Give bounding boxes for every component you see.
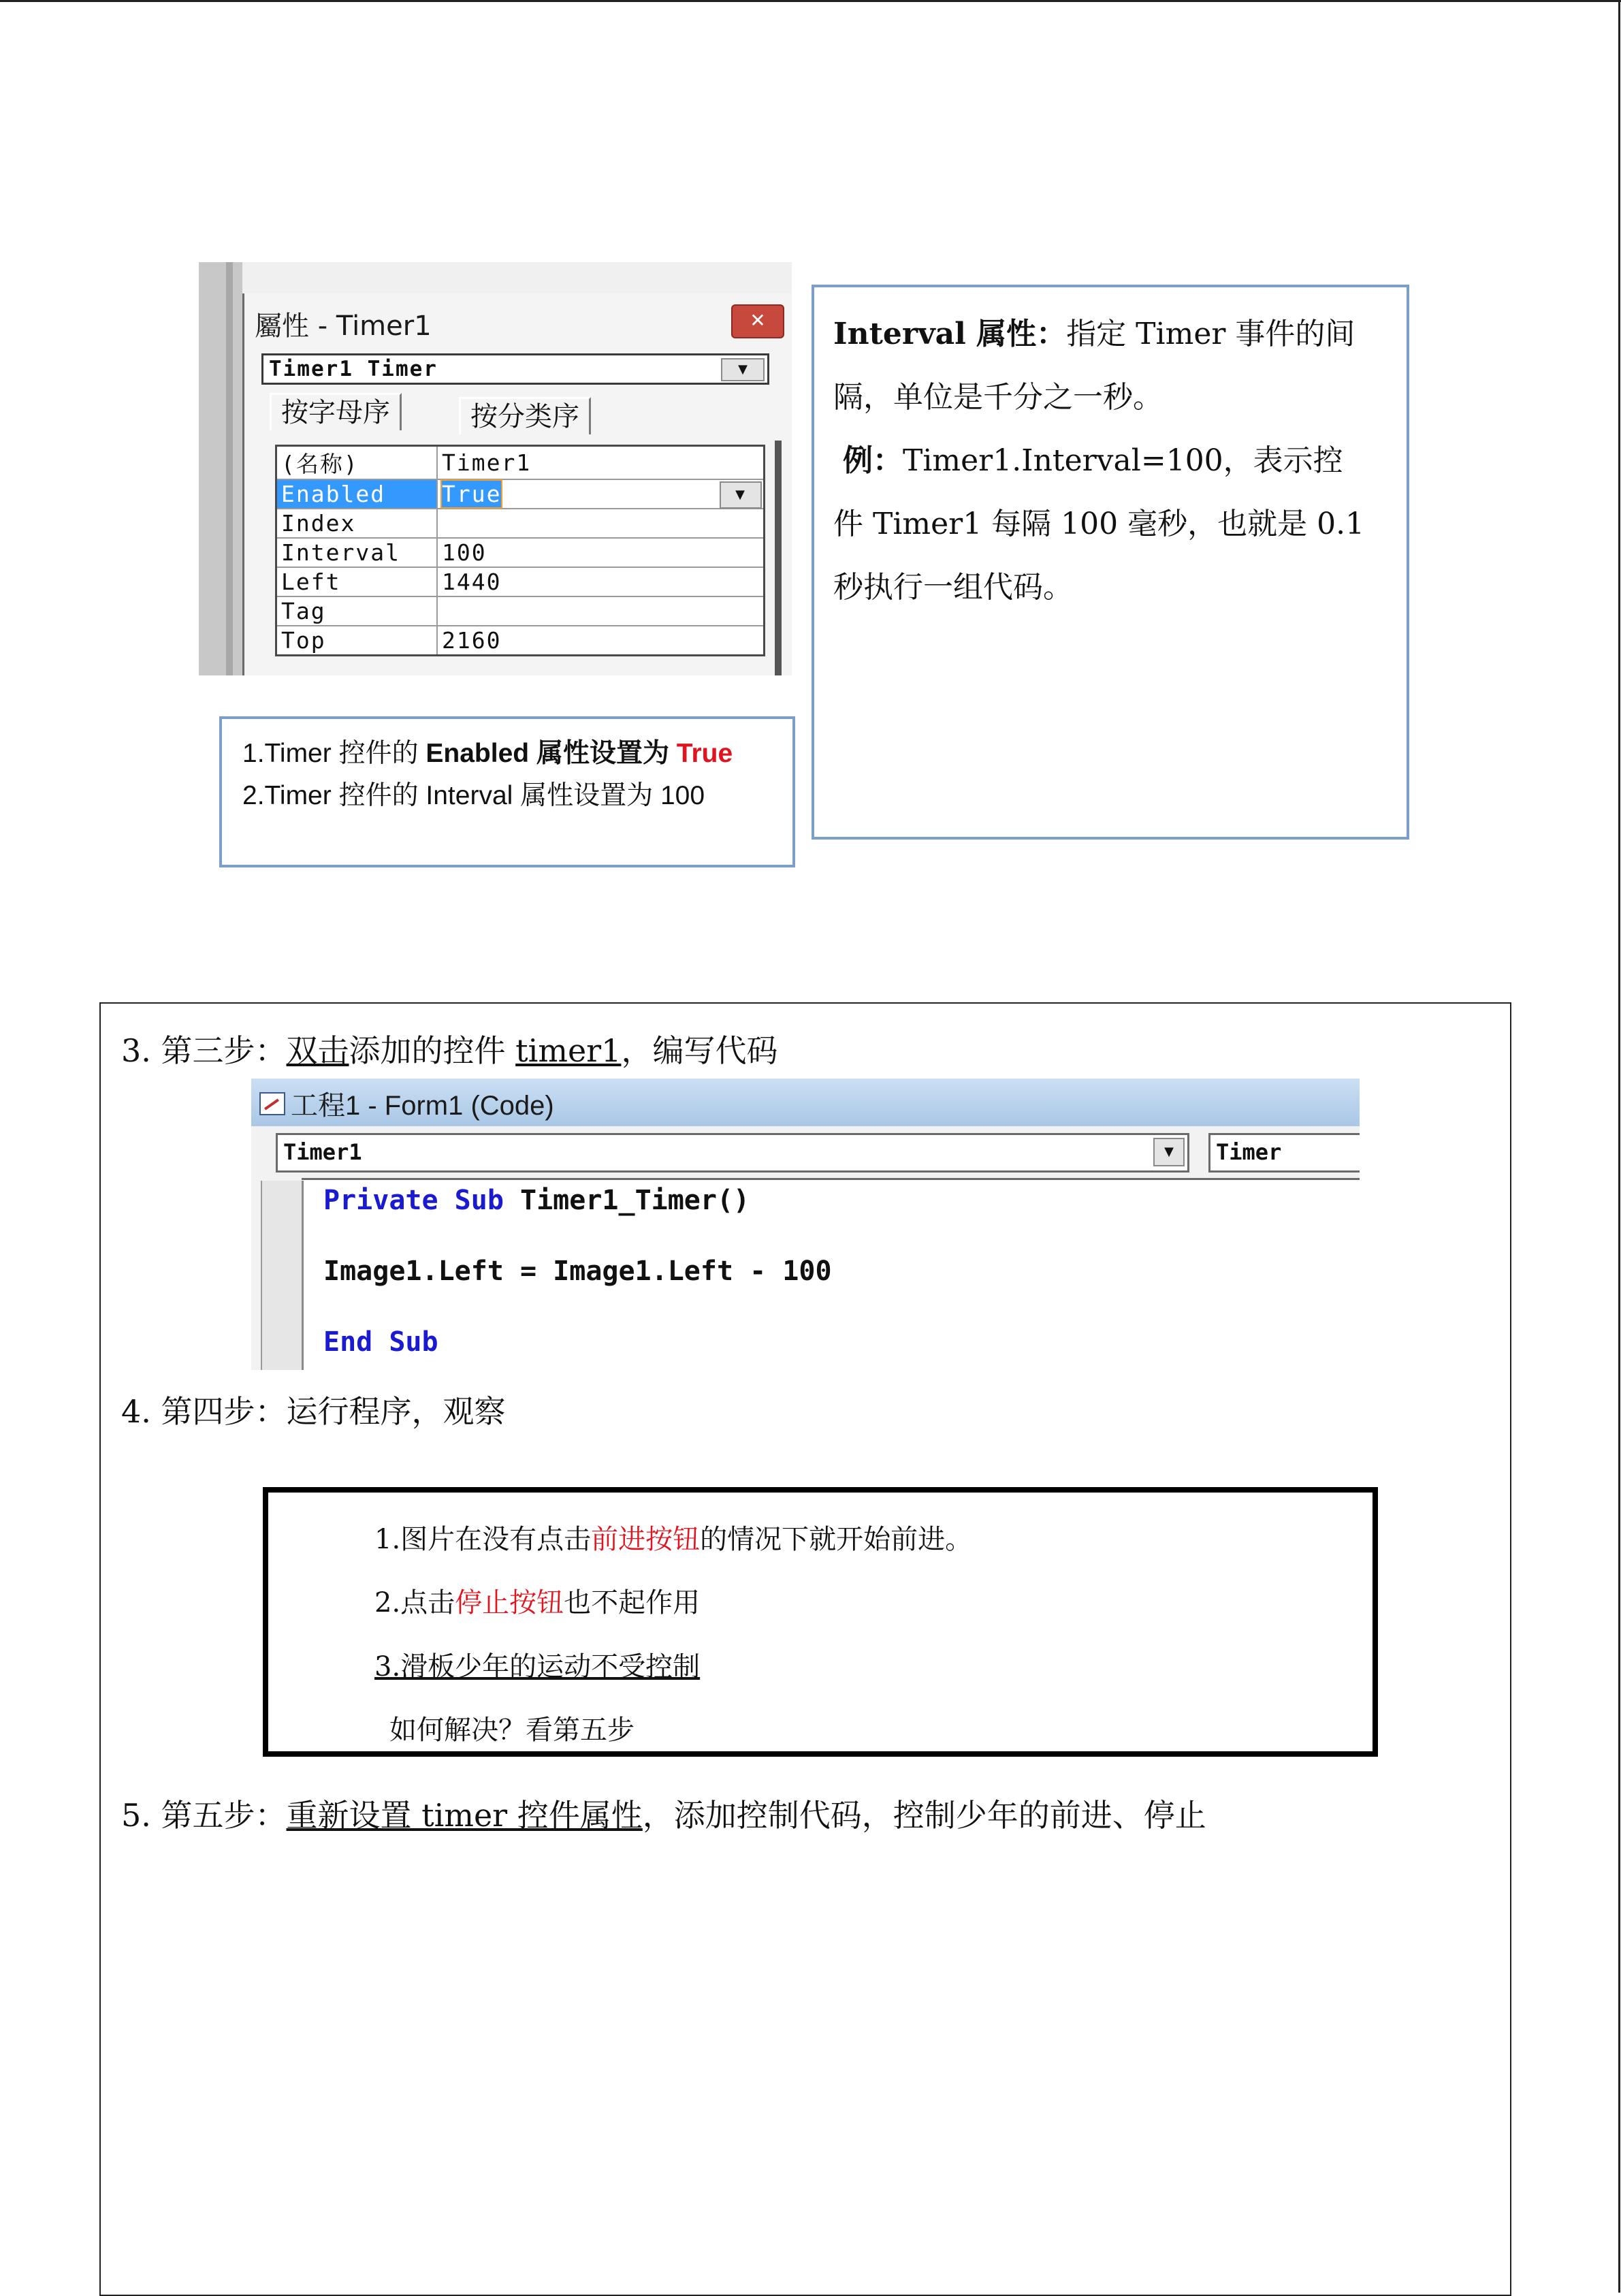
step-3-control-name: timer1 (515, 1032, 622, 1069)
right-border (1618, 0, 1620, 2293)
code-line (323, 1326, 438, 1358)
observation-text: 的情况下就开始前进。 (700, 1524, 973, 1555)
observation-highlight: 停止按钮 (455, 1587, 564, 1619)
property-key: Tag (276, 596, 438, 626)
observation-text: 2.点击 (374, 1587, 455, 1619)
object-dropdown-value: Timer1 (283, 1139, 362, 1165)
chevron-down-icon[interactable]: ▼ (1153, 1138, 1185, 1166)
code-keyword: Private Sub (323, 1185, 504, 1216)
properties-window-left-edge (199, 262, 244, 675)
example-text: Timer1.Interval=100，表示控 (903, 443, 1343, 478)
step-4-heading: 4. 第四步：运行程序，观察 (121, 1393, 506, 1430)
close-button[interactable]: ✕ (731, 304, 784, 338)
observation-question: 如何解决？看第五步 (389, 1715, 635, 1746)
property-key: (名称) (276, 446, 438, 480)
step-3-prefix: 3. 第三步： (121, 1032, 287, 1069)
observation-3: 3.滑板少年的运动不受控制 (374, 1651, 701, 1683)
procedure-dropdown[interactable] (1208, 1133, 1360, 1173)
step-5-prefix: 5. 第五步： (121, 1797, 287, 1834)
property-row-selected[interactable] (276, 479, 765, 509)
step-5-suffix: ，添加控制代码，控制少年的前进、停止 (642, 1797, 1206, 1834)
code-line: Image1.Left = Image1.Left - 100 (323, 1256, 832, 1287)
example-label: 例： (843, 443, 903, 478)
property-value[interactable]: Timer1 (437, 446, 765, 480)
code-gutter (261, 1181, 304, 1370)
code-line (323, 1185, 750, 1216)
tab-alphabetic[interactable]: 按字母序 (270, 393, 402, 430)
code-text: Timer1_Timer() (503, 1185, 750, 1216)
code-keyword: End Sub (323, 1326, 438, 1358)
property-value[interactable]: 1440 (437, 567, 765, 596)
property-value-text[interactable]: True (442, 481, 502, 507)
note-highlight: True (676, 739, 733, 768)
note-line-1 (242, 733, 772, 775)
note-text: 1.Timer 控件的 (242, 739, 426, 768)
property-key: Left (276, 567, 438, 596)
observation-highlight: 前进按钮 (591, 1524, 701, 1555)
property-grid (275, 445, 765, 656)
property-value[interactable] (437, 596, 765, 626)
step-5-heading (121, 1791, 1206, 1836)
property-row[interactable] (276, 596, 765, 626)
top-border (0, 0, 1621, 2)
note-bold-text: Enabled 属性设置为 (426, 739, 677, 768)
object-selector[interactable] (261, 353, 769, 385)
interval-line-1 (833, 302, 1387, 366)
observation-1 (374, 1518, 972, 1557)
observation-text: 也不起作用 (564, 1587, 701, 1619)
interval-line-4: 件 Timer1 每隔 100 毫秒，也就是 0.1 (833, 507, 1365, 541)
step-3-double-click: 双击 (286, 1032, 349, 1069)
property-row[interactable] (276, 446, 765, 480)
property-row[interactable] (276, 509, 765, 538)
property-row[interactable] (276, 567, 765, 596)
property-value[interactable]: 100 (437, 538, 765, 567)
chevron-down-icon[interactable]: ▼ (720, 481, 762, 509)
step-3-middle: 添加的控件 (349, 1032, 516, 1069)
note-line-2: 2.Timer 控件的 Interval 属性设置为 100 (242, 781, 705, 810)
property-value[interactable]: 2160 (437, 626, 765, 656)
object-selector-value: Timer1 Timer (269, 357, 438, 381)
interval-text: 指定 Timer 事件的间 (1066, 317, 1355, 351)
interval-line-3 (833, 429, 1387, 492)
property-key: Interval (276, 538, 438, 567)
property-key: Top (276, 626, 438, 656)
property-row[interactable] (276, 626, 765, 656)
step-5-underlined: 重新设置 timer 控件属性 (286, 1797, 643, 1834)
step-3-suffix: ，编写代码 (621, 1032, 778, 1069)
procedure-dropdown-value: Timer (1216, 1139, 1282, 1165)
object-dropdown[interactable] (276, 1133, 1189, 1173)
code-window-titlebar (251, 1079, 1360, 1126)
interval-explanation-box (812, 285, 1409, 840)
tab-categorized[interactable]: 按分类序 (459, 397, 591, 434)
code-window-title: 工程1 - Form1 (Code) (291, 1091, 554, 1121)
interval-heading: Interval 属性： (833, 317, 1067, 351)
property-value[interactable] (437, 479, 765, 509)
interval-line-2: 隔，单位是千分之一秒。 (833, 380, 1163, 415)
property-row[interactable] (276, 538, 765, 567)
observation-text: 1.图片在没有点击 (374, 1524, 592, 1555)
properties-window-top-edge (242, 262, 792, 298)
observation-2 (374, 1581, 700, 1620)
property-value[interactable] (437, 509, 765, 538)
chevron-down-icon[interactable]: ▼ (721, 358, 765, 381)
property-key: Enabled (276, 479, 438, 509)
interval-line-5: 秒执行一组代码。 (833, 570, 1073, 605)
properties-window (199, 262, 792, 675)
property-key: Index (276, 509, 438, 538)
properties-window-title: 屬性 - Timer1 (255, 310, 432, 342)
scrollbar[interactable] (775, 441, 782, 675)
settings-note-box (219, 716, 795, 867)
code-window (251, 1079, 1360, 1370)
step-3-heading (121, 1026, 777, 1071)
project-icon (259, 1092, 285, 1115)
